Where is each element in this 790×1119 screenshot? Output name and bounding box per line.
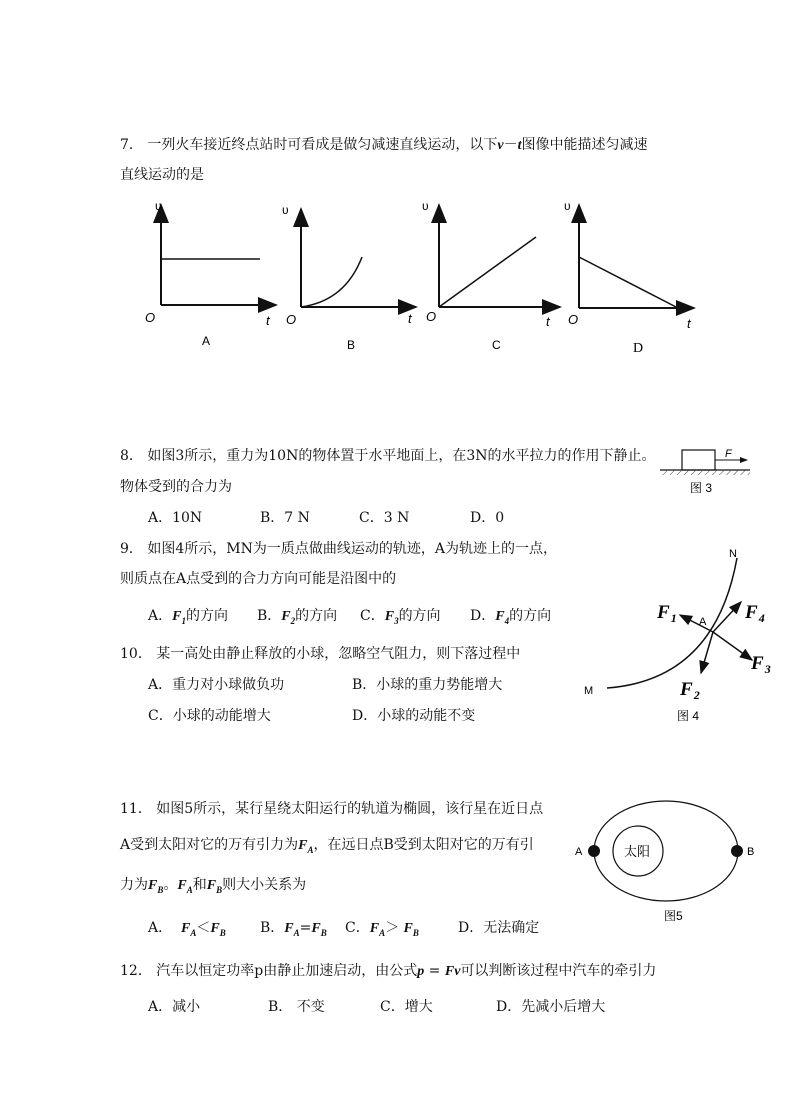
q8-option-b: B．7 N — [260, 510, 310, 526]
fig5-label: 图5 — [664, 909, 683, 923]
q8-option-a: A．10N — [148, 510, 203, 526]
q7-graphs — [130, 195, 710, 365]
q10-option-c: C．小球的动能增大 — [148, 708, 271, 724]
q12-line1: 12． 汽车以恒定功率p由静止加速启动，由公式p = Fv可以判断该过程中汽车的牵引力 — [120, 963, 657, 979]
fig5-b-label: B — [747, 846, 755, 858]
fig5-sun-label: 太阳 — [624, 845, 651, 860]
q9-option-b: B．$F_2$的方向 — [257, 608, 338, 626]
fig4-f4-arrow — [713, 602, 741, 632]
q8-line1: 8． 如图3所示，重力为10N的物体置于水平地面上，在3N的水平拉力的作用下静止。 — [120, 448, 656, 464]
fig3-block — [682, 450, 715, 470]
graph-b-label: B — [347, 338, 356, 352]
q10-option-a: A．重力对小球做负功 — [148, 677, 285, 693]
q9-option-c: C．$F_3$的方向 — [360, 608, 441, 626]
graph-b — [282, 203, 416, 352]
fig5 — [568, 795, 768, 930]
graph-b-origin: O — [286, 312, 297, 327]
q12-option-d: D．先减小后增大 — [496, 999, 606, 1015]
graph-c-line — [439, 237, 536, 307]
fig4-f1-arrow — [680, 615, 713, 632]
fig4 — [575, 540, 785, 730]
fig4-m-label: M — [584, 685, 594, 697]
graph-c-x-label: t — [546, 314, 550, 329]
q7-line2: 直线运动的是 — [120, 167, 204, 183]
graph-d-label: D — [633, 341, 644, 356]
graph-a-origin: O — [145, 310, 156, 325]
fig3 — [655, 440, 755, 500]
q11-line1: 11． 如图5所示，某行星绕太阳运行的轨道为椭圆，该行星在近日点 — [120, 801, 544, 817]
q11-line3: 力为$F_B$。$F_A$和$F_B$则大小关系为 — [120, 877, 307, 895]
q12-option-c: C．增大 — [380, 999, 433, 1015]
q7-line1: 7． 一列火车接近终点站时可看成是做匀减速直线运动，以下v－t图像中能描述匀减速 — [120, 137, 648, 153]
fig4-label: 图 4 — [677, 709, 700, 723]
q12-option-a: A．减小 — [148, 999, 201, 1015]
fig4-f1-label: $F_1$ — [657, 602, 677, 625]
graph-d-x-label: t — [687, 316, 691, 331]
q9-option-d: D．$F_4$的方向 — [470, 608, 552, 626]
q12-option-b: B． 不变 — [268, 999, 325, 1015]
q10-option-b: B．小球的重力势能增大 — [352, 677, 503, 693]
q9-line1: 9． 如图4所示，MN为一质点做曲线运动的轨迹，A为轨迹上的一点， — [120, 541, 557, 557]
graph-a-label: A — [202, 334, 211, 348]
fig4-f2-label: $F_2$ — [680, 679, 700, 702]
graph-d — [564, 199, 694, 356]
fig5-a-label: A — [575, 846, 583, 858]
q9-option-a: A．$F_1$的方向 — [148, 608, 228, 626]
graph-b-x-label: t — [408, 311, 412, 326]
q8-option-d: D．0 — [470, 510, 505, 526]
fig3-force-label: F — [725, 448, 732, 460]
graph-c — [422, 199, 560, 352]
graph-a-y-label: υ — [155, 199, 162, 213]
q10-option-d: D．小球的动能不变 — [352, 708, 476, 724]
q11-option-b: B．$F_A=F_B$ — [260, 920, 327, 938]
fig4-f4-label: $F_4$ — [745, 602, 765, 625]
graph-d-y-label: υ — [564, 199, 571, 213]
graph-a-x-label: t — [266, 313, 270, 328]
fig4-n-label: N — [729, 548, 737, 560]
graph-d-line — [579, 257, 678, 308]
q9-line2: 则质点在A点受到的合力方向可能是沿图中的 — [120, 571, 397, 587]
q11-line2: A受到太阳对它的万有引力为$F_A$，在远日点B受到太阳对它的万有引 — [120, 837, 534, 855]
graph-a — [145, 199, 276, 348]
graph-c-origin: O — [426, 309, 437, 324]
fig4-f3-label: $F_3$ — [751, 653, 771, 676]
fig5-orbit — [594, 801, 738, 901]
fig4-f3-arrow — [713, 632, 752, 660]
q10-line1: 10． 某一高处由静止释放的小球，忽略空气阻力，则下落过程中 — [120, 646, 521, 662]
q11-option-c: C．$F_A> F_B$ — [345, 920, 419, 938]
graph-c-label: C — [492, 338, 501, 352]
fig3-ground — [660, 470, 750, 475]
fig5-point-a — [588, 845, 600, 857]
q8-line2: 物体受到的合力为 — [120, 479, 232, 495]
fig5-point-b — [731, 845, 743, 857]
q11-option-d: D．无法确定 — [458, 920, 540, 936]
fig4-a-label: A — [699, 616, 707, 628]
graph-b-y-label: υ — [282, 203, 289, 217]
fig3-label: 图 3 — [690, 481, 713, 495]
graph-d-origin: O — [568, 312, 579, 327]
graph-b-curve — [301, 257, 362, 307]
q11-option-a: A． $F_A<F_B$ — [148, 920, 226, 938]
fig4-f2-arrow — [701, 632, 713, 673]
graph-c-y-label: υ — [422, 199, 429, 213]
q8-option-c: C．3 N — [359, 510, 410, 526]
